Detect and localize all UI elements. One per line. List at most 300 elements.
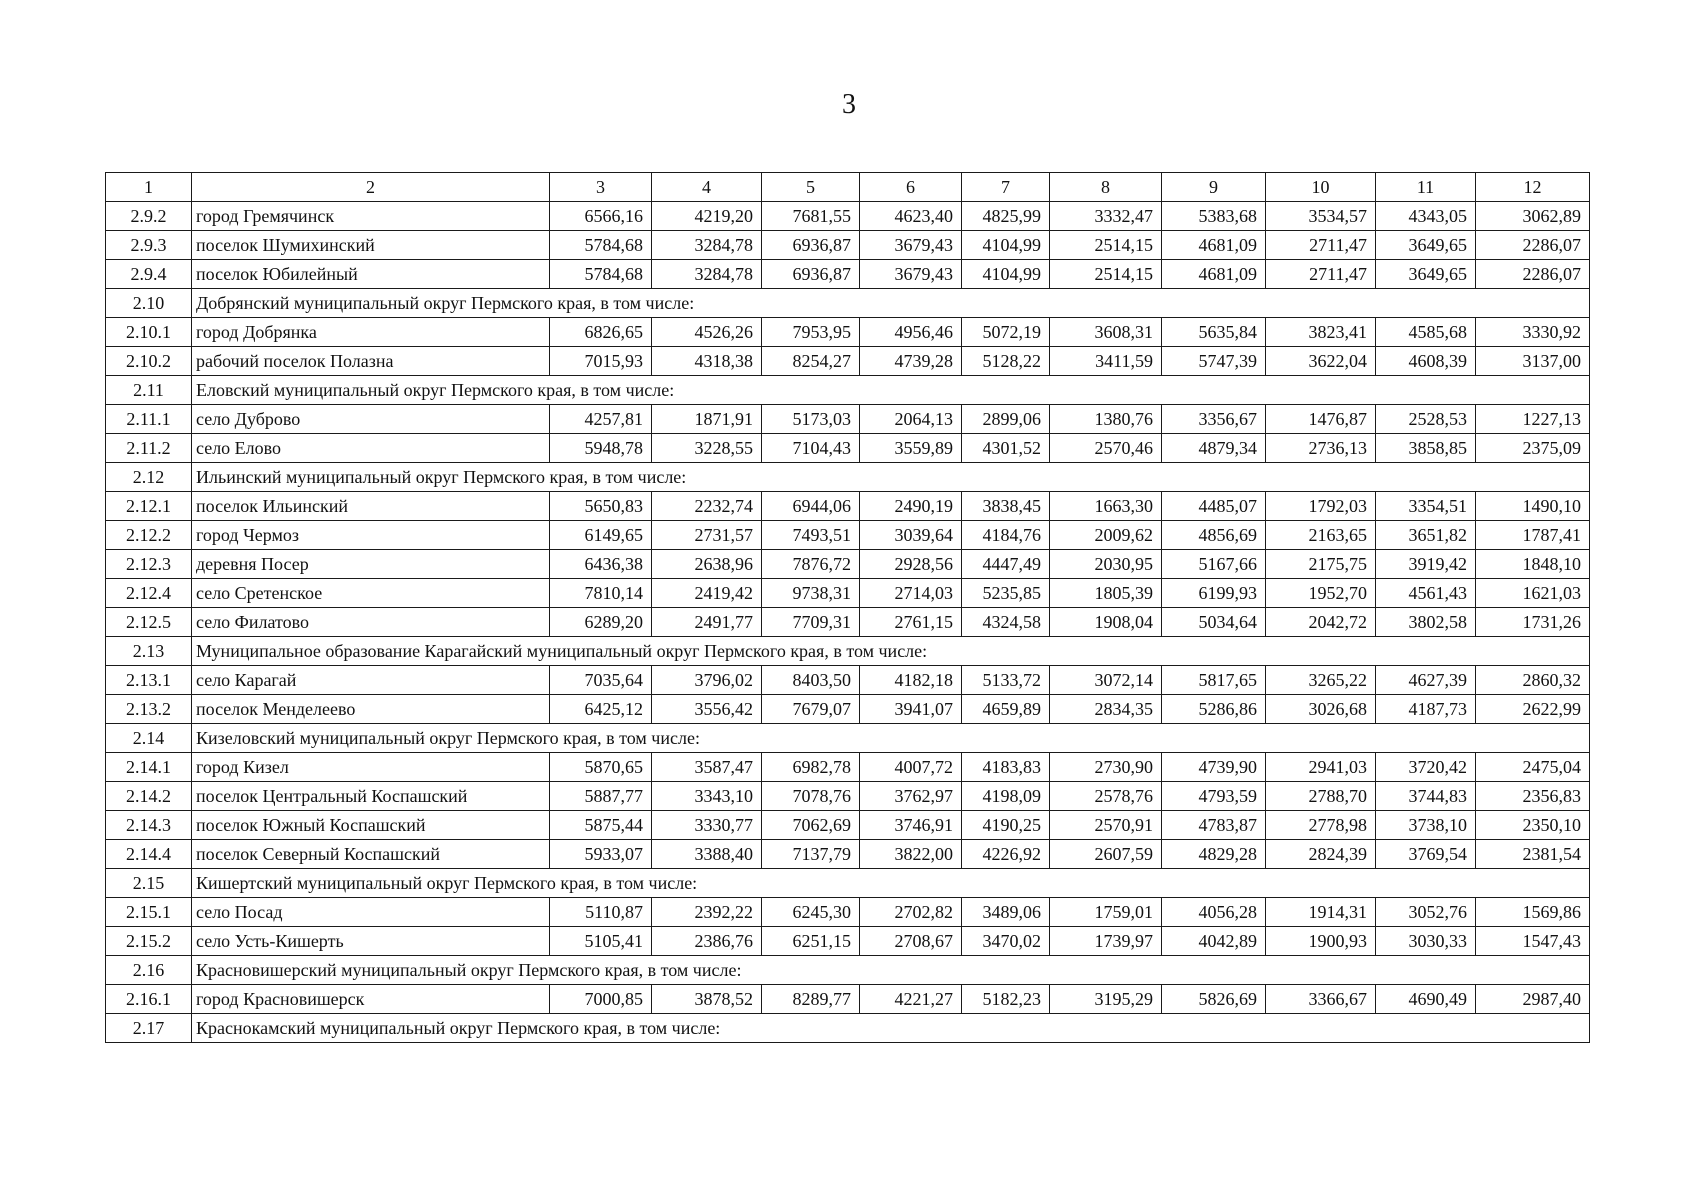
value-cell: 4226,92 (962, 840, 1050, 869)
value-cell: 4793,59 (1162, 782, 1266, 811)
table-group-row (106, 1014, 1590, 1043)
row-name: поселок Юбилейный (192, 260, 550, 289)
value-cell: 5875,44 (550, 811, 652, 840)
value-cell: 6425,12 (550, 695, 652, 724)
row-code: 2.15 (106, 869, 192, 898)
table-row (106, 202, 1590, 231)
value-cell: 7709,31 (762, 608, 860, 637)
value-cell: 3679,43 (860, 231, 962, 260)
value-cell: 7953,95 (762, 318, 860, 347)
value-cell: 3265,22 (1266, 666, 1376, 695)
value-cell: 2570,91 (1050, 811, 1162, 840)
table-row (106, 434, 1590, 463)
value-cell: 4190,25 (962, 811, 1050, 840)
row-code: 2.12.1 (106, 492, 192, 521)
value-cell: 3366,67 (1266, 985, 1376, 1014)
value-cell: 4526,26 (652, 318, 762, 347)
value-cell: 5072,19 (962, 318, 1050, 347)
row-code: 2.14.1 (106, 753, 192, 782)
value-cell: 4561,43 (1376, 579, 1476, 608)
value-cell: 2834,35 (1050, 695, 1162, 724)
value-cell: 7104,43 (762, 434, 860, 463)
value-cell: 1731,26 (1476, 608, 1590, 637)
value-cell: 4627,39 (1376, 666, 1476, 695)
table-row (106, 811, 1590, 840)
value-cell: 7015,93 (550, 347, 652, 376)
value-cell: 1490,10 (1476, 492, 1590, 521)
value-cell: 8403,50 (762, 666, 860, 695)
row-name: город Чермоз (192, 521, 550, 550)
header-cell: 7 (962, 173, 1050, 202)
row-code: 2.16 (106, 956, 192, 985)
value-cell: 4198,09 (962, 782, 1050, 811)
value-cell: 2731,57 (652, 521, 762, 550)
row-code: 2.15.2 (106, 927, 192, 956)
value-cell: 5826,69 (1162, 985, 1266, 1014)
header-cell: 6 (860, 173, 962, 202)
value-cell: 3769,54 (1376, 840, 1476, 869)
value-cell: 4485,07 (1162, 492, 1266, 521)
value-cell: 3838,45 (962, 492, 1050, 521)
value-cell: 7810,14 (550, 579, 652, 608)
row-code: 2.14 (106, 724, 192, 753)
header-cell: 4 (652, 173, 762, 202)
value-cell: 3622,04 (1266, 347, 1376, 376)
table-row (106, 608, 1590, 637)
row-code: 2.9.4 (106, 260, 192, 289)
row-name: село Филатово (192, 608, 550, 637)
value-cell: 6826,65 (550, 318, 652, 347)
table-row (106, 695, 1590, 724)
value-cell: 1547,43 (1476, 927, 1590, 956)
table-group-row (106, 956, 1590, 985)
value-cell: 6936,87 (762, 231, 860, 260)
value-cell: 1908,04 (1050, 608, 1162, 637)
value-cell: 7679,07 (762, 695, 860, 724)
group-title: Ильинский муниципальный округ Пермского края, в том числе: (192, 463, 1590, 492)
value-cell: 5110,87 (550, 898, 652, 927)
value-cell: 2528,53 (1376, 405, 1476, 434)
value-cell: 3356,67 (1162, 405, 1266, 434)
value-cell: 4681,09 (1162, 260, 1266, 289)
page-number: 3 (842, 89, 856, 120)
row-code: 2.13.1 (106, 666, 192, 695)
table-row (106, 782, 1590, 811)
value-cell: 3919,42 (1376, 550, 1476, 579)
value-cell: 1759,01 (1050, 898, 1162, 927)
value-cell: 3858,85 (1376, 434, 1476, 463)
table-row (106, 347, 1590, 376)
row-name: поселок Шумихинский (192, 231, 550, 260)
value-cell: 5747,39 (1162, 347, 1266, 376)
value-cell: 3744,83 (1376, 782, 1476, 811)
value-cell: 6982,78 (762, 753, 860, 782)
value-cell: 5105,41 (550, 927, 652, 956)
value-cell: 1380,76 (1050, 405, 1162, 434)
value-cell: 1848,10 (1476, 550, 1590, 579)
value-cell: 2475,04 (1476, 753, 1590, 782)
value-cell: 2356,83 (1476, 782, 1590, 811)
value-cell: 3878,52 (652, 985, 762, 1014)
value-cell: 5784,68 (550, 231, 652, 260)
table-row (106, 985, 1590, 1014)
value-cell: 2042,72 (1266, 608, 1376, 637)
value-cell: 2578,76 (1050, 782, 1162, 811)
row-name: поселок Южный Коспашский (192, 811, 550, 840)
row-name: поселок Менделеево (192, 695, 550, 724)
value-cell: 6149,65 (550, 521, 652, 550)
row-name: село Сретенское (192, 579, 550, 608)
value-cell: 2570,46 (1050, 434, 1162, 463)
value-cell: 2392,22 (652, 898, 762, 927)
header-cell: 5 (762, 173, 860, 202)
table-group-row (106, 869, 1590, 898)
value-cell: 3738,10 (1376, 811, 1476, 840)
value-cell: 3330,92 (1476, 318, 1590, 347)
value-cell: 1739,97 (1050, 927, 1162, 956)
value-cell: 7000,85 (550, 985, 652, 1014)
value-cell: 3332,47 (1050, 202, 1162, 231)
value-cell: 3228,55 (652, 434, 762, 463)
value-cell: 4324,58 (962, 608, 1050, 637)
group-title: Красновишерский муниципальный округ Пермского края, в том числе: (192, 956, 1590, 985)
value-cell: 4318,38 (652, 347, 762, 376)
table-group-row (106, 289, 1590, 318)
value-cell: 1569,86 (1476, 898, 1590, 927)
value-cell: 5650,83 (550, 492, 652, 521)
value-cell: 7493,51 (762, 521, 860, 550)
value-cell: 2761,15 (860, 608, 962, 637)
value-cell: 1871,91 (652, 405, 762, 434)
row-code: 2.14.2 (106, 782, 192, 811)
value-cell: 3388,40 (652, 840, 762, 869)
value-cell: 5933,07 (550, 840, 652, 869)
value-cell: 5128,22 (962, 347, 1050, 376)
value-cell: 4829,28 (1162, 840, 1266, 869)
value-cell: 2941,03 (1266, 753, 1376, 782)
value-cell: 1792,03 (1266, 492, 1376, 521)
value-cell: 3470,02 (962, 927, 1050, 956)
value-cell: 2375,09 (1476, 434, 1590, 463)
value-cell: 2736,13 (1266, 434, 1376, 463)
value-cell: 6936,87 (762, 260, 860, 289)
value-cell: 4182,18 (860, 666, 962, 695)
table-row (106, 666, 1590, 695)
value-cell: 5870,65 (550, 753, 652, 782)
value-cell: 3802,58 (1376, 608, 1476, 637)
value-cell: 2788,70 (1266, 782, 1376, 811)
value-cell: 5133,72 (962, 666, 1050, 695)
value-cell: 4221,27 (860, 985, 962, 1014)
value-cell: 2638,96 (652, 550, 762, 579)
table-header-row (106, 173, 1590, 202)
value-cell: 2607,59 (1050, 840, 1162, 869)
value-cell: 7035,64 (550, 666, 652, 695)
row-code: 2.9.3 (106, 231, 192, 260)
table-row (106, 550, 1590, 579)
value-cell: 2350,10 (1476, 811, 1590, 840)
value-cell: 7137,79 (762, 840, 860, 869)
value-cell: 5948,78 (550, 434, 652, 463)
value-cell: 4007,72 (860, 753, 962, 782)
table-row (106, 840, 1590, 869)
value-cell: 6245,30 (762, 898, 860, 927)
value-cell: 2030,95 (1050, 550, 1162, 579)
header-cell: 8 (1050, 173, 1162, 202)
row-code: 2.10 (106, 289, 192, 318)
value-cell: 4343,05 (1376, 202, 1476, 231)
row-name: село Карагай (192, 666, 550, 695)
value-cell: 2622,99 (1476, 695, 1590, 724)
value-cell: 8254,27 (762, 347, 860, 376)
value-cell: 5784,68 (550, 260, 652, 289)
value-cell: 4739,90 (1162, 753, 1266, 782)
value-cell: 4301,52 (962, 434, 1050, 463)
value-cell: 4783,87 (1162, 811, 1266, 840)
table-row (106, 231, 1590, 260)
row-code: 2.17 (106, 1014, 192, 1043)
row-code: 2.13.2 (106, 695, 192, 724)
value-cell: 3411,59 (1050, 347, 1162, 376)
row-code: 2.14.3 (106, 811, 192, 840)
value-cell: 2064,13 (860, 405, 962, 434)
value-cell: 2730,90 (1050, 753, 1162, 782)
value-cell: 2286,07 (1476, 231, 1590, 260)
value-cell: 5182,23 (962, 985, 1050, 1014)
row-code: 2.12.2 (106, 521, 192, 550)
value-cell: 3796,02 (652, 666, 762, 695)
value-cell: 1805,39 (1050, 579, 1162, 608)
value-cell: 3651,82 (1376, 521, 1476, 550)
table-row (106, 318, 1590, 347)
value-cell: 4856,69 (1162, 521, 1266, 550)
value-cell: 4104,99 (962, 260, 1050, 289)
value-cell: 3026,68 (1266, 695, 1376, 724)
value-cell: 2928,56 (860, 550, 962, 579)
table-row (106, 492, 1590, 521)
value-cell: 2419,42 (652, 579, 762, 608)
value-cell: 2163,65 (1266, 521, 1376, 550)
value-cell: 2708,67 (860, 927, 962, 956)
value-cell: 6199,93 (1162, 579, 1266, 608)
row-code: 2.11.1 (106, 405, 192, 434)
table-group-row (106, 463, 1590, 492)
value-cell: 4681,09 (1162, 231, 1266, 260)
row-code: 2.14.4 (106, 840, 192, 869)
table-row (106, 260, 1590, 289)
value-cell: 8289,77 (762, 985, 860, 1014)
value-cell: 2381,54 (1476, 840, 1590, 869)
value-cell: 7876,72 (762, 550, 860, 579)
table-row (106, 521, 1590, 550)
value-cell: 2711,47 (1266, 260, 1376, 289)
value-cell: 1621,03 (1476, 579, 1590, 608)
header-cell: 10 (1266, 173, 1376, 202)
value-cell: 3649,65 (1376, 231, 1476, 260)
value-cell: 2987,40 (1476, 985, 1590, 1014)
row-code: 2.13 (106, 637, 192, 666)
table-row (106, 927, 1590, 956)
value-cell: 2286,07 (1476, 260, 1590, 289)
value-cell: 1952,70 (1266, 579, 1376, 608)
value-cell: 3030,33 (1376, 927, 1476, 956)
row-code: 2.16.1 (106, 985, 192, 1014)
value-cell: 4219,20 (652, 202, 762, 231)
row-name: поселок Центральный Коспашский (192, 782, 550, 811)
row-name: город Добрянка (192, 318, 550, 347)
row-code: 2.12 (106, 463, 192, 492)
value-cell: 4104,99 (962, 231, 1050, 260)
value-cell: 4690,49 (1376, 985, 1476, 1014)
header-cell: 11 (1376, 173, 1476, 202)
table-row (106, 579, 1590, 608)
value-cell: 2778,98 (1266, 811, 1376, 840)
value-cell: 3039,64 (860, 521, 962, 550)
value-cell: 2711,47 (1266, 231, 1376, 260)
value-cell: 3489,06 (962, 898, 1050, 927)
value-cell: 4879,34 (1162, 434, 1266, 463)
value-cell: 7078,76 (762, 782, 860, 811)
value-cell: 3679,43 (860, 260, 962, 289)
value-cell: 3354,51 (1376, 492, 1476, 521)
value-cell: 1900,93 (1266, 927, 1376, 956)
value-cell: 2702,82 (860, 898, 962, 927)
value-cell: 5235,85 (962, 579, 1050, 608)
row-code: 2.11 (106, 376, 192, 405)
value-cell: 4659,89 (962, 695, 1050, 724)
header-cell: 3 (550, 173, 652, 202)
row-code: 2.15.1 (106, 898, 192, 927)
group-title: Добрянский муниципальный округ Пермского края, в том числе: (192, 289, 1590, 318)
row-name: село Елово (192, 434, 550, 463)
value-cell: 3284,78 (652, 260, 762, 289)
value-cell: 4585,68 (1376, 318, 1476, 347)
value-cell: 2899,06 (962, 405, 1050, 434)
value-cell: 6944,06 (762, 492, 860, 521)
value-cell: 5887,77 (550, 782, 652, 811)
value-cell: 7062,69 (762, 811, 860, 840)
row-name: рабочий поселок Полазна (192, 347, 550, 376)
value-cell: 6289,20 (550, 608, 652, 637)
value-cell: 1663,30 (1050, 492, 1162, 521)
value-cell: 4608,39 (1376, 347, 1476, 376)
value-cell: 6251,15 (762, 927, 860, 956)
value-cell: 3941,07 (860, 695, 962, 724)
header-cell: 1 (106, 173, 192, 202)
row-code: 2.10.1 (106, 318, 192, 347)
group-title: Муниципальное образование Карагайский муниципальный округ Пермского края, в том числе: (192, 637, 1590, 666)
value-cell: 3072,14 (1050, 666, 1162, 695)
value-cell: 3534,57 (1266, 202, 1376, 231)
row-code: 2.12.5 (106, 608, 192, 637)
value-cell: 3823,41 (1266, 318, 1376, 347)
table-group-row (106, 376, 1590, 405)
row-code: 2.12.3 (106, 550, 192, 579)
value-cell: 3343,10 (652, 782, 762, 811)
value-cell: 2491,77 (652, 608, 762, 637)
value-cell: 2386,76 (652, 927, 762, 956)
table-body (106, 173, 1590, 1043)
value-cell: 3284,78 (652, 231, 762, 260)
table-row (106, 753, 1590, 782)
value-cell: 4184,76 (962, 521, 1050, 550)
value-cell: 2232,74 (652, 492, 762, 521)
table-row (106, 405, 1590, 434)
value-cell: 2490,19 (860, 492, 962, 521)
value-cell: 1787,41 (1476, 521, 1590, 550)
table-group-row (106, 637, 1590, 666)
value-cell: 1914,31 (1266, 898, 1376, 927)
group-title: Краснокамский муниципальный округ Пермского края, в том числе: (192, 1014, 1590, 1043)
row-name: город Гремячинск (192, 202, 550, 231)
value-cell: 3556,42 (652, 695, 762, 724)
value-cell: 3062,89 (1476, 202, 1590, 231)
value-cell: 4257,81 (550, 405, 652, 434)
row-code: 2.11.2 (106, 434, 192, 463)
group-title: Кишертский муниципальный округ Пермского края, в том числе: (192, 869, 1590, 898)
value-cell: 4739,28 (860, 347, 962, 376)
value-cell: 4183,83 (962, 753, 1050, 782)
row-code: 2.12.4 (106, 579, 192, 608)
value-cell: 4042,89 (1162, 927, 1266, 956)
header-cell: 12 (1476, 173, 1590, 202)
row-name: поселок Северный Коспашский (192, 840, 550, 869)
value-cell: 9738,31 (762, 579, 860, 608)
value-cell: 3720,42 (1376, 753, 1476, 782)
value-cell: 2514,15 (1050, 260, 1162, 289)
row-code: 2.9.2 (106, 202, 192, 231)
value-cell: 2175,75 (1266, 550, 1376, 579)
value-cell: 7681,55 (762, 202, 860, 231)
value-cell: 1227,13 (1476, 405, 1590, 434)
value-cell: 2514,15 (1050, 231, 1162, 260)
group-title: Кизеловский муниципальный округ Пермского края, в том числе: (192, 724, 1590, 753)
table-group-row (106, 724, 1590, 753)
value-cell: 3587,47 (652, 753, 762, 782)
row-name: город Кизел (192, 753, 550, 782)
header-cell: 9 (1162, 173, 1266, 202)
value-cell: 2714,03 (860, 579, 962, 608)
value-cell: 4056,28 (1162, 898, 1266, 927)
row-name: город Красновишерск (192, 985, 550, 1014)
value-cell: 3746,91 (860, 811, 962, 840)
value-cell: 6436,38 (550, 550, 652, 579)
row-name: село Усть-Кишерть (192, 927, 550, 956)
value-cell: 2009,62 (1050, 521, 1162, 550)
value-cell: 5635,84 (1162, 318, 1266, 347)
value-cell: 3762,97 (860, 782, 962, 811)
tariff-table (105, 172, 1590, 1043)
row-name: поселок Ильинский (192, 492, 550, 521)
value-cell: 4623,40 (860, 202, 962, 231)
group-title: Еловский муниципальный округ Пермского края, в том числе: (192, 376, 1590, 405)
value-cell: 3822,00 (860, 840, 962, 869)
value-cell: 4956,46 (860, 318, 962, 347)
row-name: село Посад (192, 898, 550, 927)
value-cell: 5383,68 (1162, 202, 1266, 231)
value-cell: 5173,03 (762, 405, 860, 434)
value-cell: 5286,86 (1162, 695, 1266, 724)
header-cell: 2 (192, 173, 550, 202)
table-row (106, 898, 1590, 927)
value-cell: 3137,00 (1476, 347, 1590, 376)
value-cell: 4825,99 (962, 202, 1050, 231)
value-cell: 3195,29 (1050, 985, 1162, 1014)
value-cell: 5817,65 (1162, 666, 1266, 695)
value-cell: 3330,77 (652, 811, 762, 840)
row-name: деревня Посер (192, 550, 550, 579)
value-cell: 3052,76 (1376, 898, 1476, 927)
